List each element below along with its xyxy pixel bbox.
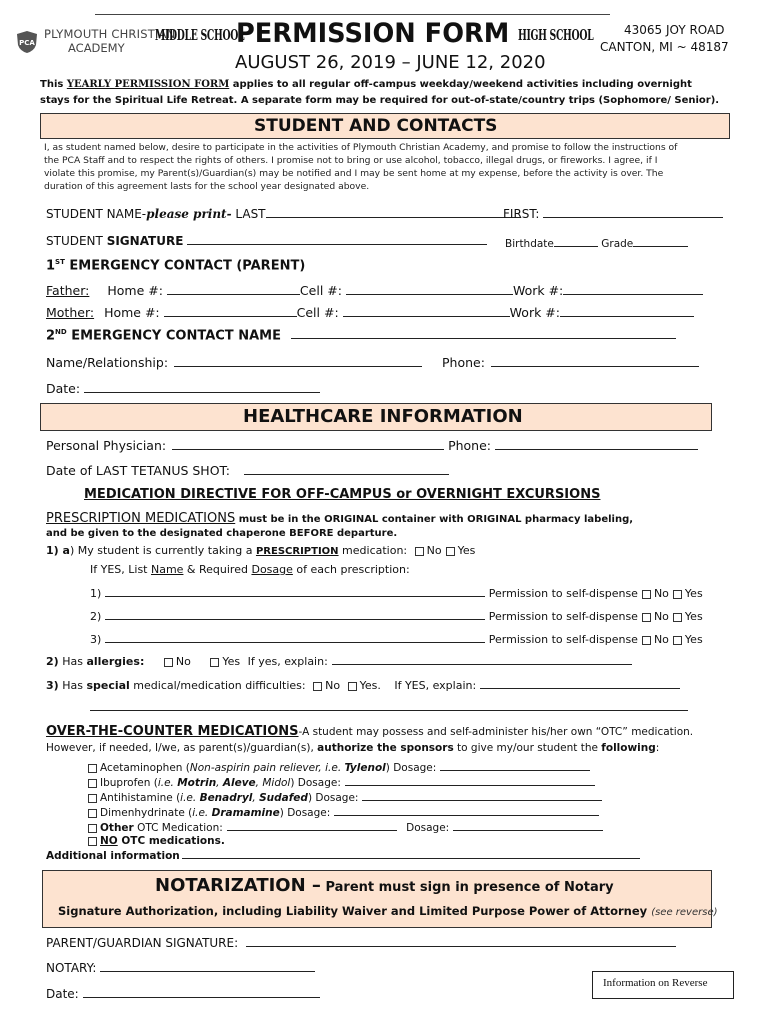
physician-row: Personal Physician: Phone: <box>46 438 698 453</box>
tetanus-field[interactable] <box>244 464 449 475</box>
parent-signature-row: PARENT/GUARDIAN SIGNATURE: <box>46 936 676 950</box>
birthdate-row: Birthdate Grade <box>505 236 688 250</box>
prescription-line-2: and be given to the designated chaperone BEFORE departure. <box>46 528 398 539</box>
otc-none: NO OTC medications. <box>84 835 225 847</box>
ibuprofen-checkbox[interactable] <box>88 779 97 788</box>
contact-date-field[interactable] <box>84 382 320 393</box>
other-otc-field[interactable] <box>227 820 397 831</box>
second-phone-row: Phone: <box>442 355 699 370</box>
last-name-field[interactable] <box>266 207 521 218</box>
intro-line-2: stays for the Spiritual Life Retreat. A separate form may be required for out-of-state/country trips (Sophomore/ Senior). <box>40 95 720 106</box>
rx-item-3: 3) Permission to self-dispense No Yes <box>90 633 703 646</box>
mother-home-field[interactable] <box>164 306 297 317</box>
special-no-checkbox[interactable] <box>313 682 322 691</box>
allergies-explain-field[interactable] <box>332 654 632 665</box>
second-emergency-heading: 2ND EMERGENCY CONTACT NAME <box>46 328 676 343</box>
rx-item-2: 2) Permission to self-dispense No Yes <box>90 610 703 623</box>
allergies-no-checkbox[interactable] <box>164 658 173 667</box>
no-otc-checkbox[interactable] <box>88 837 97 846</box>
otc-authorization: However, if needed, I/we, as parent(s)/guardian(s), authorize the sponsors to give my/our student the following: <box>46 742 660 754</box>
otc-acetaminophen: Acetaminophen (Non-aspirin pain reliever, i.e. Tylenol) Dosage: <box>84 760 590 774</box>
mother-row: Mother: Home #: Cell #: Work #: <box>46 305 694 320</box>
name-relationship-row: Name/Relationship: <box>46 355 422 370</box>
otc-ibuprofen: Ibuprofen (i.e. Motrin, Aleve, Midol) Dosage: <box>84 775 595 789</box>
mother-cell-field[interactable] <box>343 306 510 317</box>
notary-row: NOTARY: <box>46 961 315 975</box>
rx2-yes-checkbox[interactable] <box>673 613 682 622</box>
antihistamine-checkbox[interactable] <box>88 794 97 803</box>
first-name-field[interactable] <box>543 207 723 218</box>
student-signature-field[interactable] <box>187 234 487 245</box>
special-explain-line-2[interactable] <box>90 710 688 711</box>
rx-item-1: 1) Permission to self-dispense No Yes <box>90 587 703 600</box>
rx-item-2-field[interactable] <box>105 609 485 620</box>
antihistamine-dosage-field[interactable] <box>362 790 602 801</box>
second-emergency-name-field[interactable] <box>291 328 676 339</box>
question-3-special: 3) Has special medical/medication difficulties: No Yes. If YES, explain: <box>46 678 680 692</box>
middle-school-label: MIDDLE SCHOOL <box>155 26 245 44</box>
second-phone-field[interactable] <box>491 356 699 367</box>
school-name-2: ACADEMY <box>68 41 125 55</box>
father-home-field[interactable] <box>167 284 300 295</box>
pca-logo <box>16 30 38 54</box>
question-1a: 1) a) My student is currently taking a PRESCRIPTION medication: No Yes <box>46 544 476 557</box>
otc-antihistamine: Antihistamine (i.e. Benadryl, Sudafed) Dosage: <box>84 790 602 804</box>
address-line-1: 43065 JOY ROAD <box>624 23 725 37</box>
rx1-yes-checkbox[interactable] <box>673 590 682 599</box>
acetaminophen-checkbox[interactable] <box>88 764 97 773</box>
father-work-field[interactable] <box>563 284 703 295</box>
school-year-dates: AUGUST 26, 2019 – JUNE 12, 2020 <box>235 52 546 73</box>
tetanus-row: Date of LAST TETANUS SHOT: <box>46 463 449 478</box>
info-reverse-label: Information on Reverse <box>603 977 708 989</box>
ibuprofen-dosage-field[interactable] <box>345 775 595 786</box>
physician-phone-field[interactable] <box>495 439 698 450</box>
rx-item-1-field[interactable] <box>105 586 485 597</box>
notary-date-row: Date: <box>46 987 320 1001</box>
notary-date-field[interactable] <box>83 987 320 998</box>
top-rule <box>95 14 610 15</box>
rx-item-3-field[interactable] <box>105 632 485 643</box>
high-school-label: HIGH SCHOOL <box>518 26 594 44</box>
otc-heading-row: OVER-THE-COUNTER MEDICATIONS-A student may possess and self-administer his/her own “OTC” medication. <box>46 724 694 739</box>
first-emergency-heading: 1ST EMERGENCY CONTACT (PARENT) <box>46 258 306 274</box>
form-title: PERMISSION FORM <box>236 18 510 49</box>
intro-line-1: This YEARLY PERMISSION FORM applies to all regular off-campus weekday/weekend activities including overnight <box>40 79 692 90</box>
first-name-row: FIRST: <box>503 207 723 221</box>
grade-field[interactable] <box>633 236 688 247</box>
additional-information-field[interactable] <box>182 850 640 859</box>
allergies-yes-checkbox[interactable] <box>210 658 219 667</box>
student-section-title: STUDENT AND CONTACTS <box>254 116 498 136</box>
birthdate-field[interactable] <box>554 236 598 247</box>
school-name-1: PLYMOUTH CHRISTIAN <box>44 27 176 41</box>
physician-field[interactable] <box>172 439 444 450</box>
agreement-paragraph: I, as student named below, desire to participate in the activities of Plymouth Christian Academy, and promise to follow the instructions of the PCA Staff and to respect the rights of others. I promise not to bring or use alcohol, tobacco, illegal drugs, or fireworks. I agree, if I violate this promise, my Parent(s)/Guardian(s) may be notified and I may be sent home at my expense, before the activity is over. The duration of this agreement lasts for the school year designated above. <box>44 142 678 192</box>
address-line-2: CANTON, MI ~ 48187 <box>600 40 729 54</box>
parent-signature-field[interactable] <box>246 936 676 947</box>
yearly-label: YEARLY PERMISSION FORM <box>66 79 230 90</box>
other-otc-checkbox[interactable] <box>88 824 97 833</box>
rx3-yes-checkbox[interactable] <box>673 636 682 645</box>
mother-work-field[interactable] <box>560 306 694 317</box>
acetaminophen-dosage-field[interactable] <box>440 760 590 771</box>
notarization-title: NOTARIZATION – Parent must sign in presence of Notary <box>155 875 614 896</box>
prescription-heading-row: PRESCRIPTION MEDICATIONS must be in the ORIGINAL container with ORIGINAL pharmacy labeling, <box>46 511 634 526</box>
special-explain-field[interactable] <box>480 678 680 689</box>
rx2-no-checkbox[interactable] <box>642 613 651 622</box>
notary-field[interactable] <box>100 961 315 972</box>
other-otc-dosage-field[interactable] <box>453 820 603 831</box>
additional-information-row: Additional information <box>46 850 640 862</box>
rx-no-checkbox[interactable] <box>415 547 424 556</box>
student-signature-row: STUDENT SIGNATURE <box>46 234 487 248</box>
rx1-no-checkbox[interactable] <box>642 590 651 599</box>
contact-date-row: Date: <box>46 381 320 396</box>
rx-yes-checkbox[interactable] <box>446 547 455 556</box>
health-section-title: HEALTHCARE INFORMATION <box>243 406 523 427</box>
svg-text:PCA: PCA <box>19 39 35 47</box>
otc-other: Other OTC Medication: Dosage: <box>84 820 603 834</box>
notarization-subtitle: Signature Authorization, including Liability Waiver and Limited Purpose Power of Attorney (see reverse) <box>58 904 718 918</box>
rx3-no-checkbox[interactable] <box>642 636 651 645</box>
special-yes-checkbox[interactable] <box>348 682 357 691</box>
student-name-row: STUDENT NAME-please print- LAST <box>46 207 521 221</box>
shield-icon <box>16 30 38 54</box>
medication-directive: MEDICATION DIRECTIVE FOR OFF-CAMPUS or OVERNIGHT EXCURSIONS <box>84 487 601 502</box>
otc-dimenhydrinate: Dimenhydrinate (i.e. Dramamine) Dosage: <box>84 805 599 819</box>
dimenhydrinate-dosage-field[interactable] <box>334 805 599 816</box>
father-row: Father: Home #: Cell #: Work #: <box>46 283 703 298</box>
dimenhydrinate-checkbox[interactable] <box>88 809 97 818</box>
name-relationship-field[interactable] <box>174 356 422 367</box>
father-cell-field[interactable] <box>346 284 513 295</box>
question-2-allergies: 2) Has allergies: No Yes If yes, explain: <box>46 654 632 668</box>
if-yes-list-instruction: If YES, List Name & Required Dosage of each prescription: <box>90 563 410 576</box>
